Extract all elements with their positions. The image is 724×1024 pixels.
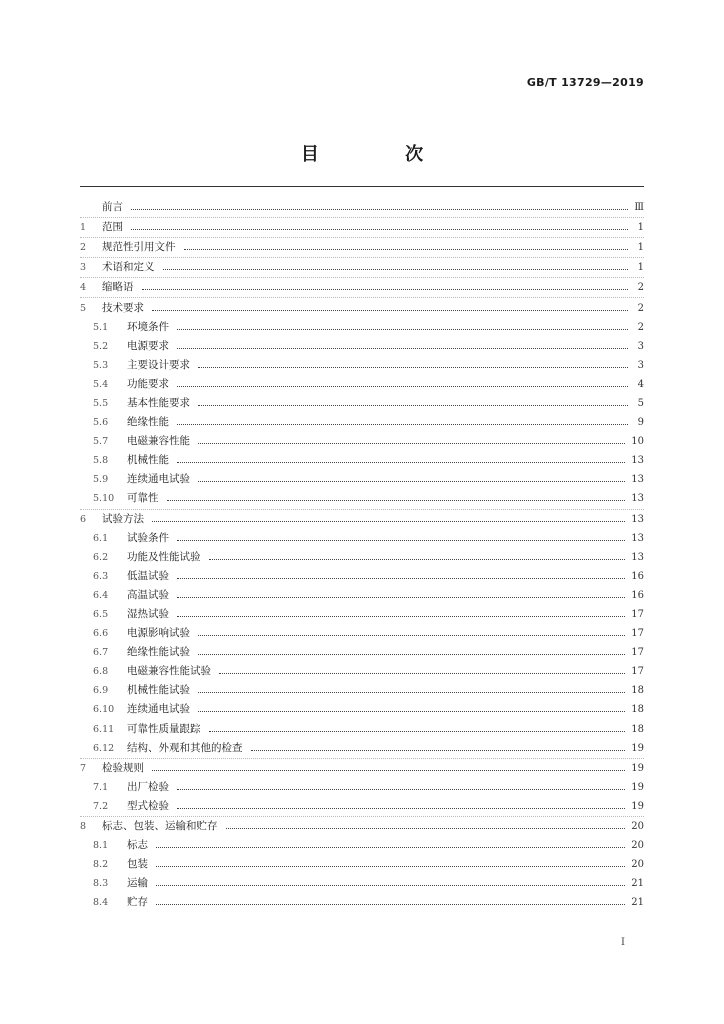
toc-entry-label: 基本性能要求 [127,396,190,409]
toc-entry-page: 5 [637,397,644,409]
toc-leader-dots [163,259,629,270]
toc-leader-dots [219,663,625,674]
toc-leader-dots [177,606,625,617]
toc-entry[interactable] [80,816,644,836]
table-of-contents [80,198,644,912]
toc-leader-dots [198,644,625,655]
page-number: I [621,937,625,948]
toc-leader-dots [152,511,625,522]
toc-entry-label: 出厂检验 [127,780,169,793]
toc-entry-number: 6.7 [93,647,109,659]
toc-entry[interactable] [80,548,644,567]
toc-entry-number: 6 [80,513,87,525]
toc-entry-page: 1 [637,222,644,234]
toc-entry[interactable] [80,509,644,529]
toc-entry-label: 试验方法 [102,512,144,525]
toc-entry-number: 1 [80,222,87,234]
toc-entry-label: 高温试验 [127,588,169,601]
toc-entry-number: 6.5 [93,609,109,621]
toc-entry-label: 可靠性 [127,492,159,505]
toc-entry[interactable] [80,337,644,356]
toc-leader-dots [251,740,626,751]
toc-entry-number: 6.6 [93,628,109,640]
toc-entry-number: 7 [80,762,87,774]
toc-entry-label: 电磁兼容性能 [127,435,190,448]
toc-entry-label: 型式检验 [127,799,169,812]
toc-entry-page: 19 [631,742,644,754]
toc-entry-page: 2 [637,282,644,294]
toc-entry-page: 18 [631,723,644,735]
toc-entry-number: 6.4 [93,589,109,601]
toc-entry-page: 16 [631,570,644,582]
toc-entry-page: 1 [637,262,644,274]
toc-entry[interactable] [80,700,644,719]
toc-entry-number: 3 [80,262,87,274]
toc-entry[interactable] [80,605,644,624]
toc-entry[interactable] [80,237,644,257]
toc-entry-number: 5.5 [93,397,109,409]
toc-leader-dots [156,856,625,867]
toc-entry-page: 1 [637,242,644,254]
toc-leader-dots [209,549,626,560]
toc-leader-dots [198,471,625,482]
toc-entry-page: 20 [631,859,644,871]
toc-leader-dots [177,319,628,330]
toc-leader-dots [152,760,625,771]
toc-entry-number: 6.3 [93,570,109,582]
toc-entry-label: 功能及性能试验 [127,550,201,563]
toc-entry-label: 可靠性质量跟踪 [127,722,201,735]
toc-entry-page: 20 [631,840,644,852]
toc-entry-page: 13 [631,532,644,544]
toc-entry-label: 运输 [127,877,148,890]
toc-entry-page: 13 [631,455,644,467]
toc-entry-page: 9 [637,417,644,429]
toc-leader-dots [198,395,628,406]
toc-entry-page: 18 [631,704,644,716]
toc-entry-label: 连续通电试验 [127,473,190,486]
toc-entry-page: 4 [637,378,644,390]
toc-entry-label: 范围 [102,221,123,234]
toc-leader-dots [184,239,629,250]
toc-entry[interactable] [80,257,644,277]
toc-entry-label: 低温试验 [127,569,169,582]
toc-leader-dots [177,568,625,579]
toc-entry-label: 技术要求 [102,301,144,314]
toc-leader-dots [198,357,628,368]
toc-leader-dots [177,414,628,425]
toc-entry-page: 18 [631,685,644,697]
toc-entry-page: 17 [631,647,644,659]
toc-leader-dots [177,452,625,463]
toc-entry-label: 检验规则 [102,761,144,774]
toc-entry[interactable] [80,662,644,681]
toc-entry-number: 6.9 [93,685,109,697]
toc-leader-dots [177,530,625,541]
toc-entry-label: 标志 [127,839,148,852]
toc-entry-page: 16 [631,589,644,601]
toc-entry[interactable] [80,198,644,217]
toc-entry[interactable] [80,277,644,297]
toc-entry[interactable] [80,797,644,816]
toc-entry-label: 包装 [127,858,148,871]
toc-entry-page: Ⅲ [634,202,644,214]
toc-entry-number: 5.10 [93,493,115,505]
toc-entry-number: 5.1 [93,321,109,333]
toc-entry-number: 5.8 [93,455,109,467]
toc-entry-label: 贮存 [127,896,148,909]
toc-entry-label: 机械性能试验 [127,684,190,697]
toc-entry[interactable] [80,836,644,855]
toc-leader-dots [177,779,625,790]
toc-entry-number: 8.1 [93,840,109,852]
toc-entry-number: 6.1 [93,532,109,544]
toc-entry-page: 19 [631,781,644,793]
toc-entry-number: 7.2 [93,800,109,812]
toc-leader-dots [156,875,625,886]
toc-leader-dots [142,279,629,290]
toc-entry-label: 主要设计要求 [127,358,190,371]
toc-entry[interactable] [80,874,644,893]
toc-entry-number: 6.11 [93,723,115,735]
toc-entry-page: 19 [631,762,644,774]
toc-entry[interactable] [80,432,644,451]
toc-entry-number: 5.7 [93,436,109,448]
toc-entry-number: 5.4 [93,378,109,390]
toc-entry[interactable] [80,529,644,548]
toc-entry[interactable] [80,217,644,237]
toc-entry-page: 13 [631,474,644,486]
toc-entry-page: 20 [631,821,644,833]
toc-entry-label: 电磁兼容性能试验 [127,665,211,678]
toc-entry-number: 5 [80,302,87,314]
toc-entry[interactable] [80,624,644,643]
toc-leader-dots [156,894,625,905]
toc-entry[interactable] [80,356,644,375]
toc-entry-number: 2 [80,242,87,254]
toc-entry-label: 电源要求 [127,339,169,352]
toc-entry[interactable] [80,451,644,470]
toc-entry[interactable] [80,739,644,758]
toc-entry[interactable] [80,470,644,489]
toc-leader-dots [209,721,626,732]
toc-entry-number: 8.4 [93,897,109,909]
toc-entry-label: 前言 [102,201,123,214]
toc-entry[interactable] [80,567,644,586]
toc-entry-page: 17 [631,628,644,640]
toc-entry[interactable] [80,720,644,739]
toc-entry-page: 21 [631,878,644,890]
toc-entry-label: 功能要求 [127,377,169,390]
toc-entry[interactable] [80,855,644,874]
toc-entry[interactable] [80,758,644,778]
toc-entry-label: 缩略语 [102,281,134,294]
standard-number: GB/T 13729—2019 [526,76,644,89]
toc-entry-page: 13 [631,551,644,563]
toc-entry[interactable] [80,375,644,394]
toc-entry-label: 湿热试验 [127,608,169,621]
toc-leader-dots [177,798,625,809]
toc-entry-label: 连续通电试验 [127,703,190,716]
toc-entry-number: 5.2 [93,340,109,352]
toc-entry-page: 3 [637,340,644,352]
toc-entry-number: 6.8 [93,666,109,678]
toc-entry-label: 规范性引用文件 [102,241,176,254]
toc-entry-page: 10 [631,436,644,448]
toc-leader-dots [152,300,628,311]
toc-entry[interactable] [80,297,644,317]
toc-entry-label: 机械性能 [127,454,169,467]
toc-entry-number: 5.6 [93,417,109,429]
toc-entry[interactable] [80,586,644,605]
toc-leader-dots [167,490,626,501]
toc-entry[interactable] [80,318,644,337]
toc-entry-label: 电源影响试验 [127,627,190,640]
toc-entry[interactable] [80,643,644,662]
toc-entry-number: 7.1 [93,781,109,793]
toc-leader-dots [198,433,625,444]
toc-entry-number: 4 [80,282,87,294]
toc-entry-page: 3 [637,359,644,371]
toc-entry-page: 13 [631,513,644,525]
toc-entry-page: 17 [631,666,644,678]
toc-entry[interactable] [80,778,644,797]
toc-entry-page: 13 [631,493,644,505]
toc-entry-page: 19 [631,800,644,812]
toc-entry-page: 17 [631,609,644,621]
toc-entry-number: 8 [80,821,87,833]
toc-leader-dots [156,837,625,848]
toc-entry-label: 绝缘性能 [127,416,169,429]
toc-entry[interactable] [80,681,644,700]
toc-entry-label: 环境条件 [127,320,169,333]
header-divider [80,186,644,187]
toc-leader-dots [198,625,625,636]
toc-entry[interactable] [80,489,644,508]
toc-entry[interactable] [80,394,644,413]
toc-entry-page: 2 [637,321,644,333]
toc-entry-number: 6.2 [93,551,109,563]
toc-leader-dots [131,199,628,210]
toc-entry-page: 21 [631,897,644,909]
toc-leader-dots [131,219,628,230]
toc-entry-number: 5.3 [93,359,109,371]
toc-entry[interactable] [80,413,644,432]
toc-leader-dots [198,701,625,712]
toc-entry-number: 6.10 [93,704,115,716]
toc-entry-number: 6.12 [93,742,115,754]
toc-leader-dots [198,682,625,693]
toc-leader-dots [177,376,628,387]
toc-entry-label: 试验条件 [127,531,169,544]
toc-entry[interactable] [80,893,644,912]
toc-leader-dots [226,818,626,829]
toc-entry-number: 5.9 [93,474,109,486]
toc-entry-number: 8.3 [93,878,109,890]
toc-entry-page: 2 [637,302,644,314]
toc-entry-label: 术语和定义 [102,261,155,274]
toc-leader-dots [177,587,625,598]
toc-entry-number: 8.2 [93,859,109,871]
toc-entry-label: 标志、包装、运输和贮存 [102,820,218,833]
toc-entry-label: 结构、外观和其他的检查 [127,741,243,754]
toc-entry-label: 绝缘性能试验 [127,646,190,659]
toc-leader-dots [177,338,628,349]
page-title: 目 次 [300,144,464,165]
